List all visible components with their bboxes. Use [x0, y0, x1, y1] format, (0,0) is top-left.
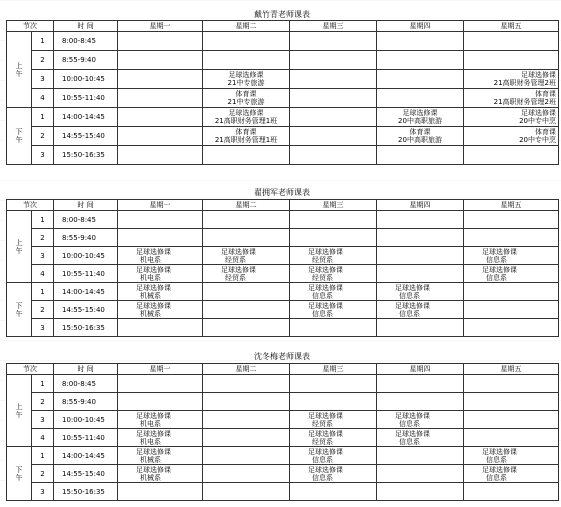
period-number[interactable]: 4 [32, 429, 54, 447]
schedule-cell[interactable] [118, 447, 203, 465]
schedule-cell[interactable] [290, 265, 377, 283]
header-day[interactable]: 星期三 [290, 21, 377, 32]
schedule-cell[interactable] [377, 211, 464, 229]
schedule-cell[interactable] [464, 146, 559, 165]
header-time[interactable]: 时 间 [54, 364, 118, 375]
schedule-cell[interactable] [118, 411, 203, 429]
period-number[interactable]: 3 [32, 247, 54, 265]
schedule-cell[interactable] [203, 411, 290, 429]
schedule-cell[interactable] [464, 375, 559, 393]
course-name: 足球选修课 [482, 265, 517, 274]
period-number[interactable]: 4 [32, 265, 54, 283]
schedule-cell[interactable] [377, 229, 464, 247]
period-number[interactable]: 3 [32, 483, 54, 501]
schedule-cell[interactable] [377, 32, 464, 51]
schedule-cell[interactable] [464, 70, 559, 89]
schedule-cell[interactable] [290, 146, 377, 165]
schedule-cell[interactable] [203, 319, 290, 337]
course-name: 体育课 [409, 128, 431, 136]
table-row [7, 89, 559, 108]
header-section[interactable]: 节次 [7, 200, 54, 211]
schedule-cell[interactable] [118, 146, 203, 165]
course-name: 足球选修课 [482, 447, 517, 456]
class-name: 21高职财务管理2班 [493, 79, 556, 87]
course-name: 足球选修课 [308, 429, 343, 438]
schedule-cell[interactable] [377, 146, 464, 165]
course-name: 足球选修课 [228, 109, 264, 117]
course-name: 足球选修课 [308, 265, 343, 274]
class-name: 20中高职旅游 [398, 136, 442, 144]
course-name: 足球选修课 [395, 301, 430, 310]
schedule-cell[interactable] [118, 283, 203, 301]
course-name: 足球选修课 [308, 447, 343, 456]
period-number[interactable]: 2 [32, 51, 54, 70]
class-name: 机械系 [140, 291, 161, 300]
table-row [7, 265, 559, 283]
class-name: 信息系 [312, 309, 333, 318]
schedule-cell[interactable] [464, 483, 559, 501]
course-name: 体育课 [235, 128, 257, 136]
half-day-label[interactable]: 上 午 [7, 211, 32, 283]
period-time[interactable]: 10:00-10:45 [54, 411, 118, 429]
schedule-cell[interactable] [203, 483, 290, 501]
schedule-cell[interactable] [118, 429, 203, 447]
schedule-cell[interactable] [377, 465, 464, 483]
table-row [7, 32, 559, 51]
period-number[interactable]: 2 [32, 465, 54, 483]
header-day[interactable]: 星期二 [203, 364, 290, 375]
class-name: 经贸系 [312, 255, 333, 264]
schedule-cell[interactable] [464, 429, 559, 447]
class-name: 机电系 [140, 255, 161, 264]
class-name: 经贸系 [225, 255, 246, 264]
course-name: 足球选修课 [521, 109, 556, 117]
table-row [7, 247, 559, 265]
course-name: 足球选修课 [402, 109, 438, 117]
schedule-cell[interactable] [464, 283, 559, 301]
course-name: 体育课 [235, 90, 257, 98]
schedule-cell[interactable] [118, 375, 203, 393]
timetable-title: 戴竹青老师课表 [254, 10, 310, 19]
table-row [7, 211, 559, 229]
schedule-cell[interactable] [203, 89, 290, 108]
schedule-cell[interactable] [203, 265, 290, 283]
schedule-cell[interactable] [118, 319, 203, 337]
schedule-cell[interactable] [118, 32, 203, 51]
schedule-cell[interactable] [203, 283, 290, 301]
class-name: 信息系 [399, 419, 420, 428]
period-time[interactable]: 15:50-16:35 [54, 146, 118, 165]
course-name: 足球选修课 [221, 265, 256, 274]
schedule-cell[interactable] [118, 301, 203, 319]
period-time[interactable]: 10:00-10:45 [54, 247, 118, 265]
schedule-cell[interactable] [464, 393, 559, 411]
period-number[interactable]: 3 [32, 146, 54, 165]
course-name: 足球选修课 [521, 71, 556, 79]
class-name: 21高职财务管理2班 [493, 98, 556, 106]
period-number[interactable]: 1 [32, 375, 54, 393]
table-row [7, 319, 559, 337]
header-row [7, 21, 559, 32]
course-name: 足球选修课 [136, 411, 171, 420]
half-day-label[interactable]: 上 午 [7, 375, 32, 447]
table-row [7, 229, 559, 247]
class-name: 21高职财务管理1班 [214, 117, 278, 125]
schedule-cell[interactable] [290, 70, 377, 89]
course-name: 足球选修课 [136, 447, 171, 456]
schedule-cell[interactable] [118, 89, 203, 108]
header-day[interactable]: 星期一 [118, 200, 203, 211]
schedule-cell[interactable] [464, 447, 559, 465]
schedule-cell[interactable] [377, 70, 464, 89]
schedule-cell[interactable] [290, 393, 377, 411]
period-time[interactable]: 15:50-16:35 [54, 483, 118, 501]
header-time[interactable]: 时 间 [54, 200, 118, 211]
schedule-cell[interactable] [203, 108, 290, 127]
course-name: 足球选修课 [482, 247, 517, 256]
class-name: 信息系 [312, 473, 333, 482]
course-name: 足球选修课 [136, 429, 171, 438]
schedule-cell[interactable] [377, 108, 464, 127]
schedule-cell[interactable] [203, 211, 290, 229]
header-day[interactable]: 星期一 [118, 364, 203, 375]
period-number[interactable]: 1 [32, 447, 54, 465]
period-number[interactable]: 3 [32, 70, 54, 89]
table-row [7, 70, 559, 89]
period-number[interactable]: 2 [32, 393, 54, 411]
course-name: 足球选修课 [136, 465, 171, 474]
schedule-cell[interactable] [203, 146, 290, 165]
class-name: 信息系 [486, 473, 507, 482]
schedule-cell[interactable] [118, 229, 203, 247]
schedule-cell[interactable] [464, 89, 559, 108]
course-name: 体育课 [535, 128, 556, 136]
schedule-cell[interactable] [203, 127, 290, 146]
period-number[interactable]: 3 [32, 411, 54, 429]
course-name: 足球选修课 [136, 283, 171, 292]
schedule-cell[interactable] [377, 319, 464, 337]
course-name: 足球选修课 [395, 429, 430, 438]
schedule-cell[interactable] [377, 393, 464, 411]
course-name: 足球选修课 [482, 465, 517, 474]
class-name: 信息系 [399, 437, 420, 446]
period-time[interactable]: 8:55-9:40 [54, 393, 118, 411]
period-time[interactable]: 14:55-15:40 [54, 301, 118, 319]
schedule-cell[interactable] [464, 229, 559, 247]
schedule-cell[interactable] [290, 283, 377, 301]
period-number[interactable]: 3 [32, 319, 54, 337]
timetable-grid [6, 199, 559, 337]
schedule-cell[interactable] [377, 375, 464, 393]
schedule-cell[interactable] [118, 247, 203, 265]
table-row [7, 393, 559, 411]
schedule-cell[interactable] [377, 447, 464, 465]
course-name: 足球选修课 [308, 465, 343, 474]
period-time[interactable]: 8:00-8:45 [54, 211, 118, 229]
schedule-cell[interactable] [290, 465, 377, 483]
schedule-cell[interactable] [377, 127, 464, 146]
schedule-cell[interactable] [203, 301, 290, 319]
schedule-cell[interactable] [118, 127, 203, 146]
table-row [7, 146, 559, 165]
class-name: 经贸系 [312, 437, 333, 446]
period-time[interactable]: 10:55-11:40 [54, 89, 118, 108]
timetable-title: 沈冬梅老师课表 [254, 352, 310, 361]
period-time[interactable]: 14:00-14:45 [54, 283, 118, 301]
course-name: 足球选修课 [308, 301, 343, 310]
timetable-grid [6, 20, 559, 165]
table-row [7, 429, 559, 447]
header-section[interactable]: 节次 [7, 21, 54, 32]
schedule-cell[interactable] [377, 411, 464, 429]
header-time[interactable]: 时 间 [54, 21, 118, 32]
header-section[interactable]: 节次 [7, 364, 54, 375]
schedule-cell[interactable] [464, 211, 559, 229]
schedule-cell[interactable] [290, 51, 377, 70]
schedule-cell[interactable] [464, 51, 559, 70]
schedule-cell[interactable] [203, 393, 290, 411]
schedule-cell[interactable] [118, 483, 203, 501]
schedule-cell[interactable] [118, 70, 203, 89]
schedule-cell[interactable] [203, 375, 290, 393]
period-number[interactable]: 1 [32, 32, 54, 51]
course-name: 足球选修课 [308, 283, 343, 292]
class-name: 机械系 [140, 473, 161, 482]
schedule-cell[interactable] [290, 447, 377, 465]
schedule-cell[interactable] [118, 465, 203, 483]
class-name: 21中专旅游 [227, 79, 265, 87]
schedule-cell[interactable] [290, 483, 377, 501]
schedule-cell[interactable] [118, 265, 203, 283]
table-row [7, 411, 559, 429]
class-name: 20中专中烹 [519, 136, 556, 144]
header-row [7, 200, 559, 211]
course-name: 足球选修课 [136, 265, 171, 274]
header-day[interactable]: 星期一 [118, 21, 203, 32]
header-day[interactable]: 星期三 [290, 364, 377, 375]
class-name: 信息系 [312, 291, 333, 300]
schedule-cell[interactable] [118, 393, 203, 411]
schedule-cell[interactable] [203, 447, 290, 465]
table-row [7, 51, 559, 70]
course-name: 体育课 [535, 90, 556, 98]
timetable-title: 翟拥军老师课表 [254, 188, 310, 197]
class-name: 21中专旅游 [227, 98, 265, 106]
class-name: 机械系 [140, 309, 161, 318]
course-name: 足球选修课 [136, 301, 171, 310]
schedule-cell[interactable] [377, 301, 464, 319]
class-name: 机电系 [140, 437, 161, 446]
course-name: 足球选修课 [228, 71, 264, 79]
schedule-cell[interactable] [377, 89, 464, 108]
schedule-cell[interactable] [203, 229, 290, 247]
period-number[interactable]: 1 [32, 283, 54, 301]
class-name: 机电系 [140, 273, 161, 282]
period-time[interactable]: 8:55-9:40 [54, 51, 118, 70]
class-name: 21高职财务管理1班 [214, 136, 278, 144]
schedule-cell[interactable] [464, 32, 559, 51]
schedule-cell[interactable] [290, 375, 377, 393]
header-day[interactable]: 星期二 [203, 200, 290, 211]
schedule-cell[interactable] [118, 51, 203, 70]
table-row [7, 301, 559, 319]
schedule-cell[interactable] [464, 247, 559, 265]
header-day[interactable]: 星期四 [377, 21, 464, 32]
header-row [7, 364, 559, 375]
course-name: 足球选修课 [221, 247, 256, 256]
schedule-cell[interactable] [290, 127, 377, 146]
schedule-cell[interactable] [290, 247, 377, 265]
class-name: 信息系 [399, 309, 420, 318]
table-row [7, 108, 559, 127]
class-name: 经贸系 [225, 273, 246, 282]
header-day[interactable]: 星期五 [464, 21, 559, 32]
schedule-cell[interactable] [290, 411, 377, 429]
schedule-cell[interactable] [377, 247, 464, 265]
schedule-cell[interactable] [203, 51, 290, 70]
schedule-cell[interactable] [290, 319, 377, 337]
period-number[interactable]: 2 [32, 229, 54, 247]
schedule-cell[interactable] [290, 32, 377, 51]
schedule-cell[interactable] [377, 483, 464, 501]
table-row [7, 483, 559, 501]
course-name: 足球选修课 [308, 411, 343, 420]
period-number[interactable]: 1 [32, 211, 54, 229]
schedule-cell[interactable] [203, 70, 290, 89]
timetable-grid [6, 363, 559, 501]
schedule-cell[interactable] [464, 465, 559, 483]
class-name: 20中专中烹 [519, 117, 556, 125]
schedule-cell[interactable] [290, 301, 377, 319]
schedule-cell[interactable] [203, 465, 290, 483]
class-name: 信息系 [486, 455, 507, 464]
table-row [7, 465, 559, 483]
half-day-label[interactable]: 下 午 [7, 447, 32, 501]
period-time[interactable]: 8:55-9:40 [54, 229, 118, 247]
period-time[interactable]: 10:00-10:45 [54, 70, 118, 89]
period-number[interactable]: 2 [32, 127, 54, 146]
class-name: 经贸系 [312, 419, 333, 428]
half-day-label[interactable]: 上 午 [7, 32, 32, 108]
schedule-cell[interactable] [464, 127, 559, 146]
header-day[interactable]: 星期五 [464, 200, 559, 211]
schedule-cell[interactable] [203, 247, 290, 265]
half-day-label[interactable]: 下 午 [7, 283, 32, 337]
class-name: 信息系 [399, 291, 420, 300]
header-day[interactable]: 星期四 [377, 200, 464, 211]
schedule-cell[interactable] [377, 283, 464, 301]
schedule-cell[interactable] [118, 108, 203, 127]
schedule-cell[interactable] [290, 108, 377, 127]
schedule-cell[interactable] [377, 429, 464, 447]
period-time[interactable]: 15:50-16:35 [54, 319, 118, 337]
schedule-cell[interactable] [464, 301, 559, 319]
schedule-cell[interactable] [464, 411, 559, 429]
period-time[interactable]: 14:00-14:45 [54, 447, 118, 465]
period-number[interactable]: 2 [32, 301, 54, 319]
class-name: 经贸系 [312, 273, 333, 282]
course-name: 足球选修课 [308, 247, 343, 256]
period-time[interactable]: 14:55-15:40 [54, 465, 118, 483]
half-day-label[interactable]: 下 午 [7, 108, 32, 165]
schedule-cell[interactable] [203, 32, 290, 51]
period-number[interactable]: 4 [32, 89, 54, 108]
class-name: 信息系 [486, 273, 507, 282]
schedule-cell[interactable] [203, 429, 290, 447]
period-time[interactable]: 14:00-14:45 [54, 108, 118, 127]
schedule-cell[interactable] [290, 229, 377, 247]
period-time[interactable]: 10:55-11:40 [54, 265, 118, 283]
period-number[interactable]: 1 [32, 108, 54, 127]
schedule-cell[interactable] [464, 108, 559, 127]
schedule-cell[interactable] [290, 89, 377, 108]
schedule-cell[interactable] [464, 265, 559, 283]
schedule-cell[interactable] [377, 265, 464, 283]
course-name: 足球选修课 [395, 411, 430, 420]
schedule-cell[interactable] [290, 211, 377, 229]
class-name: 信息系 [312, 455, 333, 464]
schedule-cell[interactable] [290, 429, 377, 447]
schedule-cell[interactable] [118, 211, 203, 229]
table-row [7, 447, 559, 465]
table-row [7, 127, 559, 146]
period-time[interactable]: 8:00-8:45 [54, 375, 118, 393]
table-row [7, 375, 559, 393]
class-name: 机电系 [140, 419, 161, 428]
header-day[interactable]: 星期三 [290, 200, 377, 211]
period-time[interactable]: 10:55-11:40 [54, 429, 118, 447]
class-name: 信息系 [486, 255, 507, 264]
class-name: 机械系 [140, 455, 161, 464]
schedule-cell[interactable] [377, 51, 464, 70]
course-name: 足球选修课 [136, 247, 171, 256]
period-time[interactable]: 8:00-8:45 [54, 32, 118, 51]
header-day[interactable]: 星期二 [203, 21, 290, 32]
table-row [7, 283, 559, 301]
course-name: 足球选修课 [395, 283, 430, 292]
class-name: 20中高职旅游 [398, 117, 442, 125]
schedule-cell[interactable] [464, 319, 559, 337]
header-day[interactable]: 星期五 [464, 364, 559, 375]
period-time[interactable]: 14:55-15:40 [54, 127, 118, 146]
header-day[interactable]: 星期四 [377, 364, 464, 375]
